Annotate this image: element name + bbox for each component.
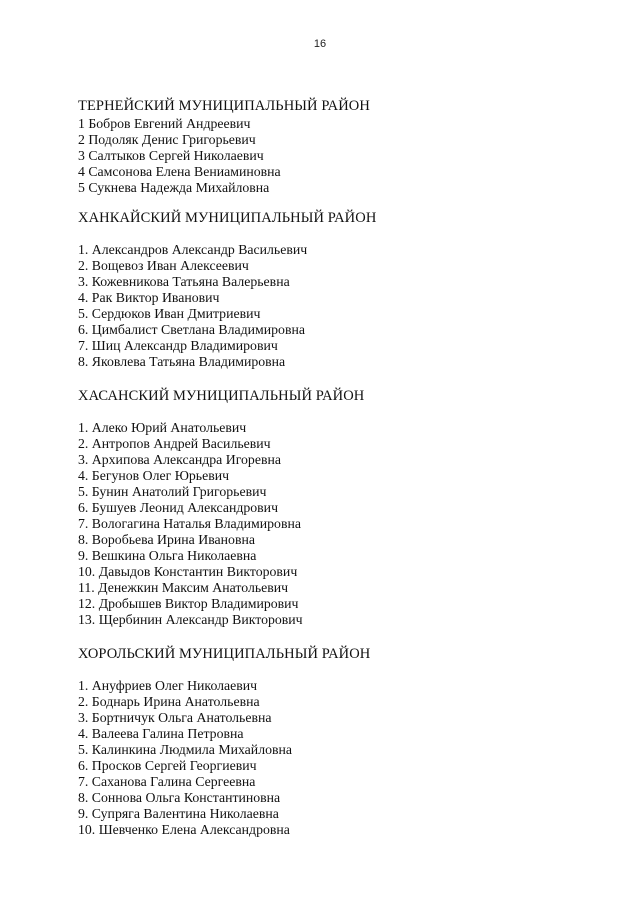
list-item: 7. Шиц Александр Владимирович — [78, 338, 278, 353]
list-item: 9. Вешкина Ольга Николаевна — [78, 548, 257, 563]
list-item: 8. Воробьева Ирина Ивановна — [78, 532, 255, 547]
list-item: 8. Яковлева Татьяна Владимировна — [78, 354, 286, 369]
list-item: 7. Саханова Галина Сергеевна — [78, 774, 256, 789]
section-khasansky — [78, 388, 598, 628]
list-item: 4. Бегунов Олег Юрьевич — [78, 468, 230, 483]
list-item: 9. Супряга Валентина Николаевна — [78, 806, 279, 821]
list-item: 13. Щербинин Александр Викторович — [78, 612, 303, 627]
list-item: 8. Соннова Ольга Константиновна — [78, 790, 281, 805]
list-item: 2. Боднарь Ирина Анатольевна — [78, 694, 260, 709]
section-title: ХАНКАЙСКИЙ МУНИЦИПАЛЬНЫЙ РАЙОН — [78, 210, 377, 226]
list-item: 1. Алеко Юрий Анатольевич — [78, 420, 247, 435]
list-item: 6. Просков Сергей Георгиевич — [78, 758, 257, 773]
list-item: 10. Шевченко Елена Александровна — [78, 822, 290, 837]
list-item: 1. Ануфриев Олег Николаевич — [78, 678, 258, 693]
section-khankaisky — [78, 210, 598, 370]
member-list — [78, 116, 598, 196]
list-item: 3. Архипова Александра Игоревна — [78, 452, 281, 467]
page-number: 16 — [313, 38, 327, 50]
list-item: 6. Бушуев Леонид Александрович — [78, 500, 279, 515]
list-item: 11. Денежкин Максим Анатольевич — [78, 580, 289, 595]
list-item: 12. Дробышев Виктор Владимирович — [78, 596, 299, 611]
list-item: 3. Бортничук Ольга Анатольевна — [78, 710, 272, 725]
list-item: 5 Сукнева Надежда Михайловна — [78, 180, 270, 195]
section-khorolsky — [78, 646, 598, 838]
member-list — [78, 420, 598, 628]
list-item: 5. Калинкина Людмила Михайловна — [78, 742, 292, 757]
list-item: 1 Бобров Евгений Андреевич — [78, 116, 251, 131]
list-item: 3 Салтыков Сергей Николаевич — [78, 148, 264, 163]
list-item: 6. Цимбалист Светлана Владимировна — [78, 322, 305, 337]
list-item: 1. Александров Александр Васильевич — [78, 242, 308, 257]
section-title: ТЕРНЕЙСКИЙ МУНИЦИПАЛЬНЫЙ РАЙОН — [78, 98, 370, 114]
list-item: 4. Рак Виктор Иванович — [78, 290, 220, 305]
list-item: 2. Антропов Андрей Васильевич — [78, 436, 271, 451]
list-item: 3. Кожевникова Татьяна Валерьевна — [78, 274, 290, 289]
section-terneisky — [78, 98, 598, 196]
section-title: ХАСАНСКИЙ МУНИЦИПАЛЬНЫЙ РАЙОН — [78, 388, 365, 404]
list-item: 4. Валеева Галина Петровна — [78, 726, 244, 741]
section-title: ХОРОЛЬСКИЙ МУНИЦИПАЛЬНЫЙ РАЙОН — [78, 646, 371, 662]
member-list — [78, 678, 598, 838]
list-item: 2 Подоляк Денис Григорьевич — [78, 132, 256, 147]
list-item: 10. Давыдов Константин Викторович — [78, 564, 298, 579]
list-item: 7. Вологагина Наталья Владимировна — [78, 516, 301, 531]
list-item: 5. Сердюков Иван Дмитриевич — [78, 306, 261, 321]
list-item: 2. Вощевоз Иван Алексеевич — [78, 258, 249, 273]
list-item: 5. Бунин Анатолий Григорьевич — [78, 484, 267, 499]
member-list — [78, 242, 598, 370]
list-item: 4 Самсонова Елена Вениаминовна — [78, 164, 281, 179]
